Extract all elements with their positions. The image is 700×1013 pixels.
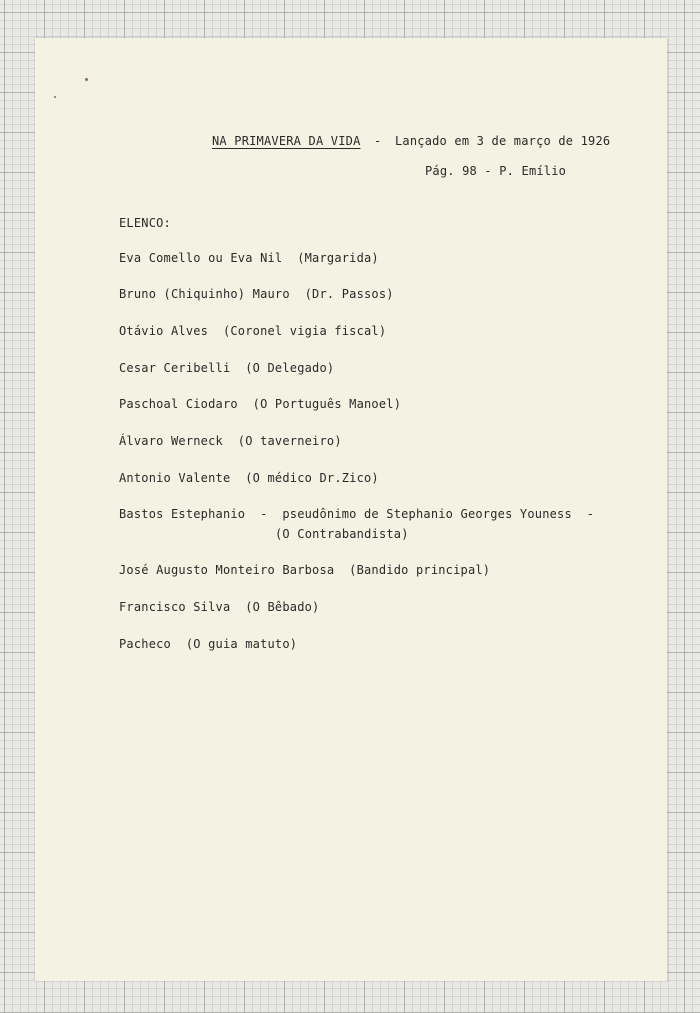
paper-speck (54, 96, 56, 98)
release-date: Lançado em 3 de março de 1926 (395, 134, 611, 148)
cast-entry: Eva Comello ou Eva Nil (Margarida) (119, 251, 379, 265)
cast-entry: Antonio Valente (O médico Dr.Zico) (119, 471, 379, 485)
cast-entry: Pacheco (O guia matuto) (119, 637, 298, 651)
cast-entry: Paschoal Ciodaro (O Português Manoel) (119, 397, 402, 411)
page-reference: Pág. 98 - P. Emílio (425, 164, 567, 178)
cast-entry: Bastos Estephanio - pseudônimo de Stephanio Georges Youness - (119, 507, 595, 521)
title-dash: - (374, 134, 382, 148)
cast-entry: Otávio Alves (Coronel vigia fiscal) (119, 324, 387, 338)
film-title: NA PRIMAVERA DA VIDA (212, 134, 361, 148)
document-page (35, 38, 667, 981)
cast-entry: Bruno (Chiquinho) Mauro (Dr. Passos) (119, 287, 394, 301)
cast-heading: ELENCO: (119, 216, 171, 230)
cast-entry: Francisco Silva (O Bêbado) (119, 600, 320, 614)
cast-entry-continuation: (O Contrabandista) (275, 527, 409, 541)
cast-entry: Cesar Ceribelli (O Delegado) (119, 361, 335, 375)
cast-entry: Álvaro Werneck (O taverneiro) (119, 434, 342, 448)
paper-speck (85, 78, 88, 81)
cast-entry: José Augusto Monteiro Barbosa (Bandido principal) (119, 563, 491, 577)
